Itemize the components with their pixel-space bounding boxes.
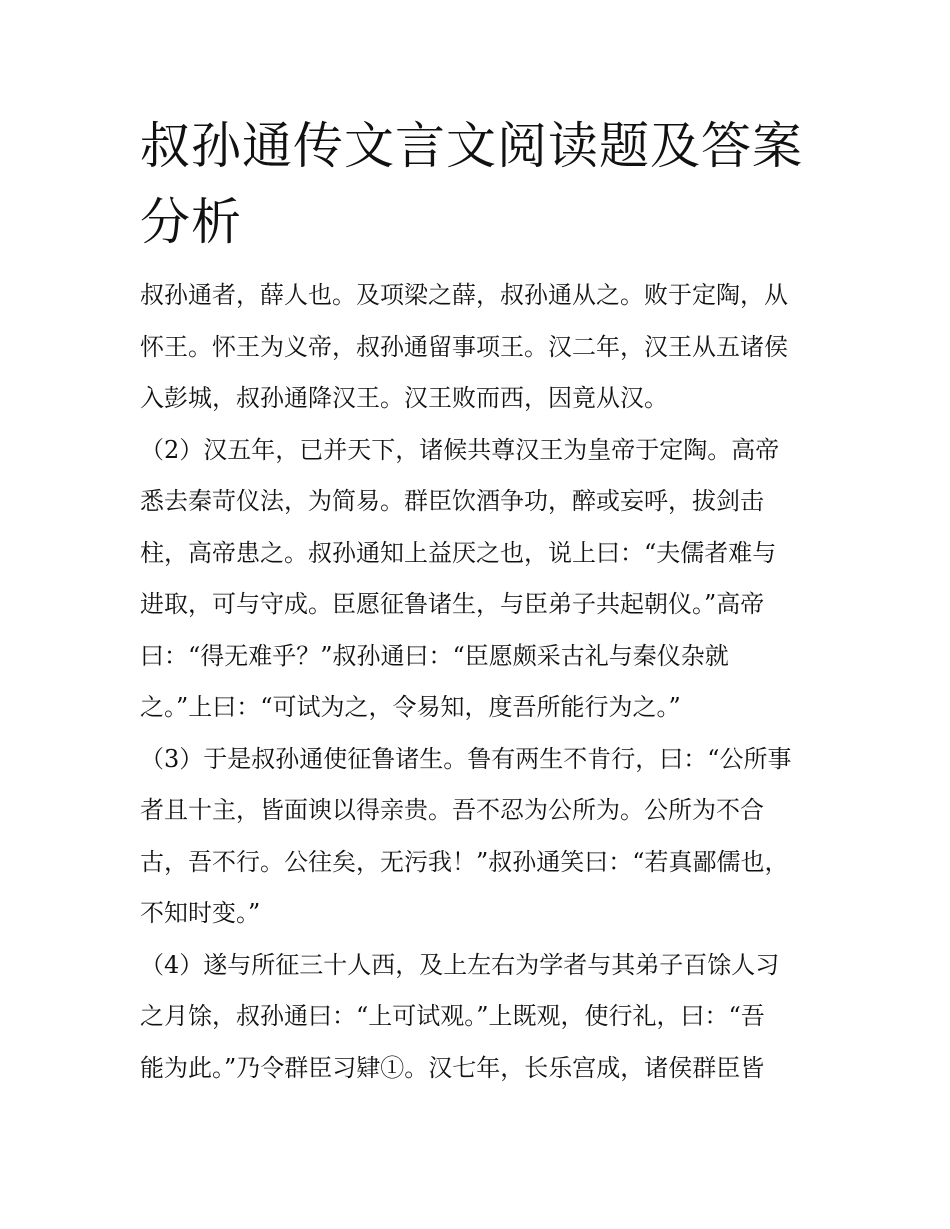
document-body: [140, 270, 820, 1094]
text-line: （4）遂与所征三十人西，及上左右为学者与其弟子百馀人习: [140, 950, 780, 979]
text-line: 入彭城，叔孙通降汉王。汉王败而西，因竟从汉。: [140, 384, 668, 412]
text-line: 怀王。怀王为义帝，叔孙通留事项王。汉二年，汉王从五诸侯: [140, 332, 788, 361]
title-line: 分析: [140, 193, 242, 251]
text-line: 之月馀，叔孙通曰：“上可试观。”上既观，使行礼，曰：“吾: [140, 1002, 765, 1030]
document-content: [140, 108, 820, 1094]
document-title: [140, 108, 820, 260]
text-line: （3）于是叔孙通使征鲁诸生。鲁有两生不肯行，曰：“公所事: [140, 744, 792, 773]
text-line: 者且十主，皆面谀以得亲贵。吾不忍为公所为。公所为不合: [140, 796, 764, 824]
text-line: 曰：“得无难乎？”叔孙通曰：“臣愿颇采古礼与秦仪杂就: [140, 641, 729, 670]
text-line: 古，吾不行。公往矣，无污我！”叔孙通笑曰：“若真鄙儒也，: [140, 847, 789, 876]
text-line: 叔孙通者，薛人也。及项梁之薛，叔孙通从之。败于定陶，从: [140, 281, 788, 309]
text-line: 能为此。”乃令群臣习肄①。汉七年，长乐宫成，诸侯群臣皆: [140, 1053, 765, 1082]
text-line: 柱，高帝患之。叔孙通知上益厌之也，说上曰：“夫儒者难与: [140, 538, 777, 567]
title-line: 叔孙通传文言文阅读题及答案: [140, 117, 803, 175]
text-line: 进取，可与守成。臣愿征鲁诸生，与臣弟子共起朝仪。”高帝: [140, 590, 765, 618]
text-line: （2）汉五年，已并天下，诸候共尊汉王为皇帝于定陶。高帝: [140, 435, 780, 464]
text-line: 悉去秦苛仪法，为简易。群臣饮酒争功，醉或妄呼，拔剑击: [140, 487, 764, 515]
text-line: 之。”上曰：“可试为之，令易知，度吾所能行为之。”: [140, 693, 681, 721]
text-line: 不知时变。”: [140, 899, 261, 927]
